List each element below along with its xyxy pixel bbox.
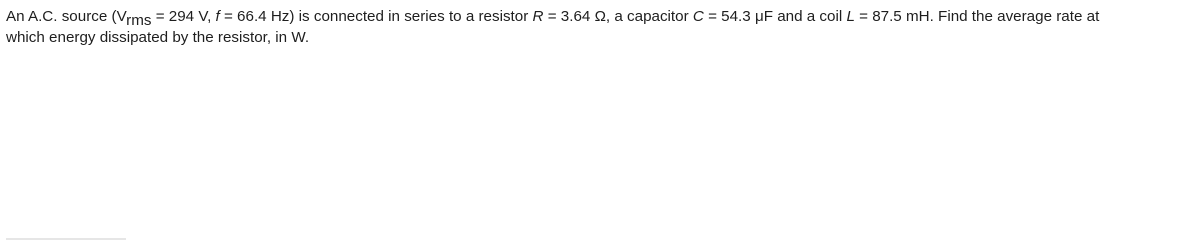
problem-statement bbox=[6, 6, 1196, 48]
voltage-value: = 294 V, bbox=[151, 8, 216, 25]
vrms-subscript: rms bbox=[126, 12, 152, 30]
capacitance-value: = 54.3 μF and a coil bbox=[703, 8, 847, 25]
capacitance-symbol: C bbox=[692, 8, 704, 25]
frequency-symbol: f bbox=[215, 8, 220, 25]
inductance-symbol: L bbox=[846, 8, 855, 25]
problem-line-1 bbox=[6, 6, 1196, 30]
resistance-symbol: R bbox=[532, 8, 544, 25]
frequency-value: = 66.4 Hz) is connected in series to a resistor bbox=[219, 8, 533, 25]
source-text: An A.C. source (V bbox=[6, 8, 127, 25]
resistance-value: = 3.64 Ω, a capacitor bbox=[543, 8, 693, 25]
problem-line-2: which energy dissipated by the resistor, in W. bbox=[6, 29, 310, 46]
inductance-value: = 87.5 mH. Find the average rate at bbox=[854, 8, 1100, 25]
